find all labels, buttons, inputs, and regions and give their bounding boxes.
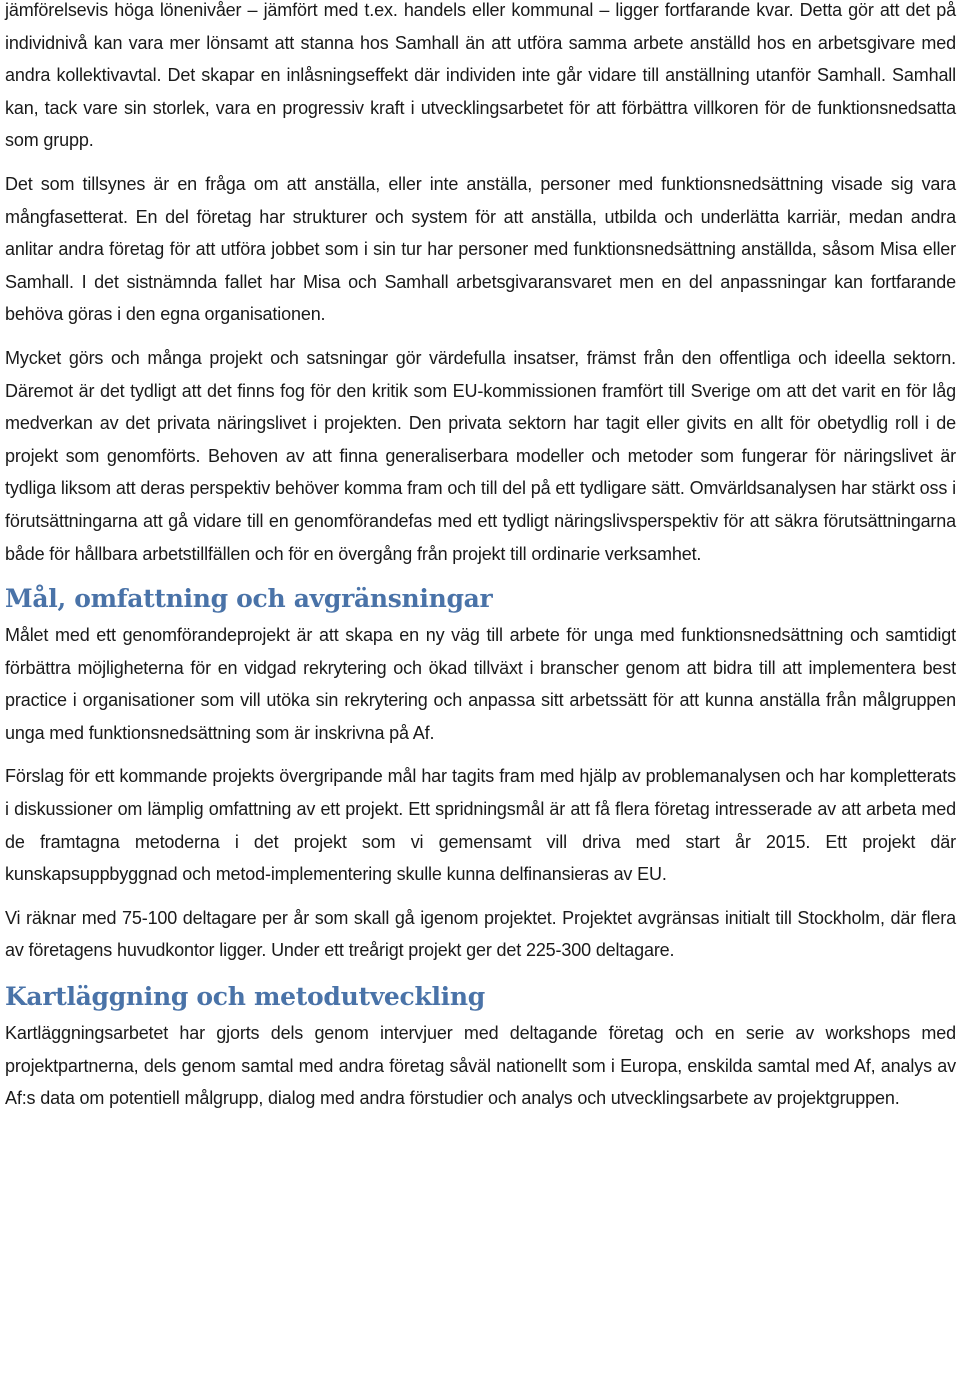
paragraph: Det som tillsynes är en fråga om att anställa, eller inte anställa, personer med funktionsnedsättning visade sig vara mångfasetterat. En del företag har strukturer och system för att anställa, utbilda och underlätta karriär, medan andra anlitar andra företag för att utföra jobbet som i sin tur har personer med funktionsnedsättning anställda, såsom Misa eller Samhall. I det sistnämnda fallet har Misa och Samhall arbetsgivaransvaret men en del anpassningar kan fortfarande behöva göras i den egna organisationen. bbox=[5, 173, 956, 325]
section-goals bbox=[5, 579, 956, 967]
paragraph: jämförelsevis höga lönenivåer – jämfört med t.ex. handels eller kommunal – ligger fortfarande kvar. Detta gör att det på individnivå kan vara mer lönsamt att stanna hos Samhall än att utföra samma arbete anställd hos en arbetsgivare med andra kollektivavtal. Det skapar en inlåsningseffekt där individen inte går vidare till anställning utanför Samhall. Samhall kan, tack vare sin storlek, vara en progressiv kraft i utvecklingsarbetet för att förbättra villkoren för de funktionsnedsatta som grupp. bbox=[5, 0, 956, 151]
intro-section bbox=[5, 0, 956, 570]
section-heading: Kartläggning och metodutveckling bbox=[5, 982, 485, 1012]
section-mapping bbox=[5, 977, 956, 1115]
paragraph: Mycket görs och många projekt och satsningar gör värdefulla insatser, främst från den offentliga och ideella sektorn. Däremot är det tydligt att det finns fog för den kritik som EU-kommissionen framfört till Sverige om att det varit en för låg medverkan av det privata näringslivet i projekten. Den privata sektorn har tagit eller givits en allt för obetydlig roll i de projekt som genomförts. Behoven av att finna generaliserbara modeller och metoder som fungerar för näringslivet är tydliga liksom att deras perspektiv behöver komma fram och till del på ett tydligare sätt. Omvärldsanalysen har stärkt oss i förutsättningarna att gå vidare till en genomförandefas med ett tydligt näringslivsperspektiv för att säkra förutsättningarna både för hållbara arbetstillfällen och för en övergång från projekt till ordinarie verksamhet. bbox=[5, 347, 956, 564]
paragraph: Målet med ett genomförandeprojekt är att skapa en ny väg till arbete för unga med funktionsnedsättning och samtidigt förbättra möjligheterna för en vidgad rekrytering och ökad tillväxt i branscher genom att bidra till att implementera best practice i organisationer som vill utöka sin rekrytering och anpassa sitt arbetssätt för att kunna anställa från målgruppen unga med funktionsnedsättning som är inskrivna på Af. bbox=[5, 625, 956, 743]
document-page bbox=[5, 0, 956, 1115]
paragraph: Förslag för ett kommande projekts övergripande mål har tagits fram med hjälp av problemanalysen och har kompletterats i diskussioner om lämplig omfattning av ett projekt. Ett spridningsmål är att få flera företag intresserade av att arbeta med de framtagna metoderna i det projekt som vi gemensamt vill driva med start år 2015. Ett projekt där kunskapsuppbyggnad och metod-implementering skulle kunna delfinansieras av EU. bbox=[5, 766, 956, 885]
section-heading: Mål, omfattning och avgränsningar bbox=[5, 584, 493, 614]
paragraph: Kartläggningsarbetet har gjorts dels genom intervjuer med deltagande företag och en serie av workshops med projektpartnerna, dels genom samtal med andra företag såväl nationellt som i Europa, enskilda samtal med Af, analys av Af:s data om potentiell målgrupp, dialog med andra förstudier och analys och utvecklingsarbete av projektgruppen. bbox=[5, 1023, 956, 1109]
paragraph: Vi räknar med 75-100 deltagare per år som skall gå igenom projektet. Projektet avgränsas initialt till Stockholm, där flera av företagens huvudkontor ligger. Under ett treårigt projekt ger det 225-300 deltagare. bbox=[5, 907, 956, 961]
